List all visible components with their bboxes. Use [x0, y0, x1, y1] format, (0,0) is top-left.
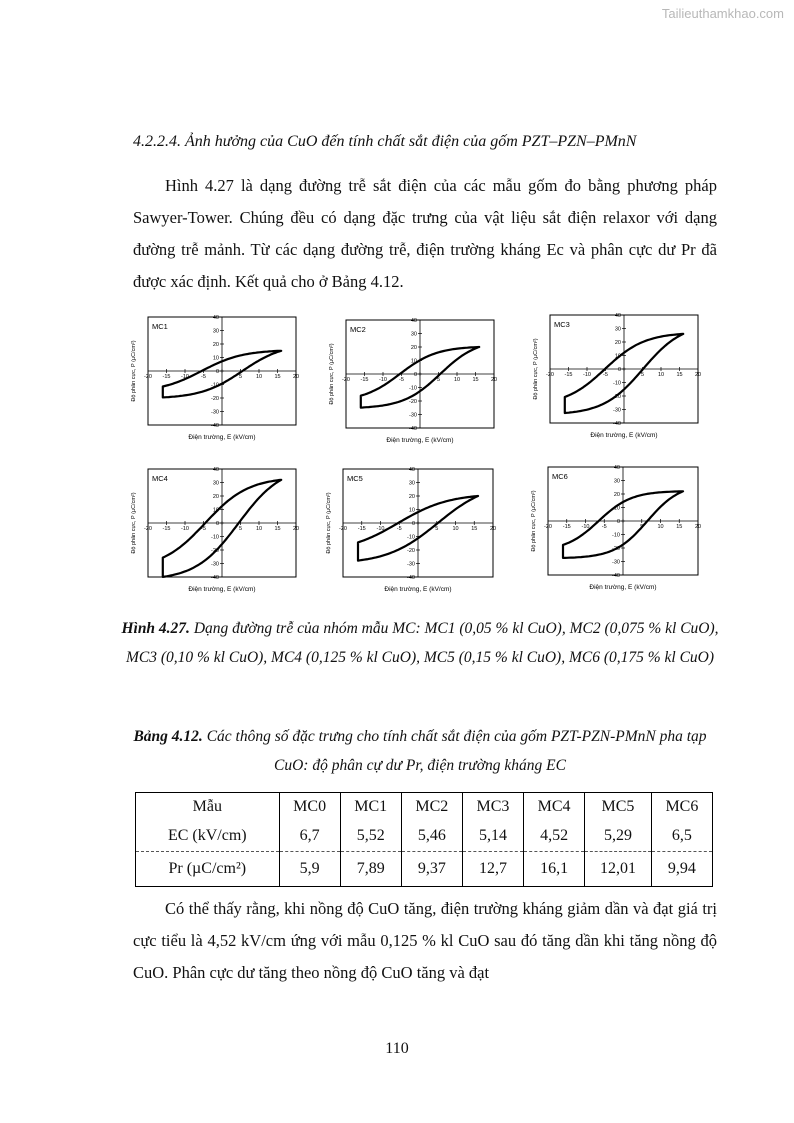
plot-xlabel: Điện trường, E (kV/cm): [188, 434, 256, 441]
y-tick-label: -40: [407, 575, 415, 581]
plot-ylabel: Độ phân cực, P (µC/cm²): [326, 492, 332, 554]
table-cell: 6,5: [651, 821, 712, 852]
x-tick-label: 20: [694, 372, 702, 378]
table-cell: 7,89: [340, 852, 401, 887]
plot-ylabel: Độ phân cực, P (µC/cm²): [531, 490, 537, 552]
y-tick-label: 0: [411, 521, 415, 527]
plot-mc4: [128, 465, 308, 605]
x-tick-label: -15: [360, 377, 369, 383]
x-tick-label: 5: [436, 377, 441, 383]
x-tick-label: -10: [581, 524, 590, 530]
y-tick-label: 30: [614, 326, 621, 333]
y-tick-label: -20: [409, 399, 417, 405]
table-cell: 5,52: [340, 821, 401, 852]
y-tick-label: -40: [612, 573, 620, 579]
table-row-pr: [136, 852, 713, 887]
x-tick-label: -10: [376, 526, 385, 532]
x-tick-label: 15: [676, 372, 683, 378]
y-tick-label: 40: [410, 318, 417, 324]
plot-xlabel: Điện trường, E (kV/cm): [590, 432, 658, 439]
plot-xlabel: Điện trường, E (kV/cm): [188, 586, 256, 593]
y-tick-label: 30: [212, 328, 219, 335]
x-tick-label: 10: [255, 374, 263, 380]
x-tick-label: -5: [201, 526, 206, 532]
plot-mc5: [323, 465, 505, 605]
y-tick-label: 20: [408, 494, 415, 500]
y-tick-label: 0: [616, 519, 620, 525]
table-header-row: [136, 793, 713, 822]
x-tick-label: -10: [379, 377, 387, 383]
y-tick-label: -20: [613, 394, 621, 400]
y-tick-label: -10: [613, 380, 621, 387]
plot-mc4-svg: [128, 465, 308, 605]
section-title: 4.2.2.4. Ảnh hưởng của CuO đến tính chất sắt điện của gốm PZT–PZN–PMnN: [133, 133, 637, 150]
table-row-label: EC (kV/cm): [136, 821, 280, 852]
y-tick-label: 0: [617, 367, 621, 373]
plot-mc5-svg: [323, 465, 505, 605]
y-tick-label: 0: [215, 369, 219, 375]
y-tick-label: 20: [212, 342, 219, 348]
y-tick-label: 30: [408, 480, 415, 487]
plot-mc1: [128, 313, 308, 453]
x-tick-label: -5: [399, 377, 404, 383]
y-tick-label: -30: [211, 409, 219, 416]
figure-caption-label: Hình 4.27.: [121, 620, 190, 637]
y-tick-label: 40: [614, 313, 621, 319]
y-tick-label: 0: [215, 521, 219, 527]
y-tick-label: 10: [212, 355, 219, 362]
x-tick-label: 10: [452, 526, 459, 532]
x-tick-label: 10: [657, 524, 664, 530]
y-tick-label: -30: [613, 407, 621, 414]
x-tick-label: -15: [162, 374, 171, 380]
table-caption-text: Các thông số đặc trưng cho tính chất sắt điện của gốm PZT-PZN-PMnN pha tạp CuO: độ phân cự dư Pr, điện trường kháng EC: [202, 728, 707, 774]
x-tick-label: 20: [292, 526, 300, 532]
table-cell: 5,14: [462, 821, 523, 852]
table-header-cell: MC3: [462, 793, 523, 822]
plot-mc1-svg: [128, 313, 308, 453]
x-tick-label: 5: [640, 372, 645, 378]
x-tick-label: -10: [181, 526, 189, 532]
table-header-cell: MC5: [585, 793, 652, 822]
table-cell: 9,37: [401, 852, 462, 887]
plot-ylabel: Độ phân cực, P (µC/cm²): [533, 338, 539, 400]
table-cell: 4,52: [524, 821, 585, 852]
x-tick-label: -20: [339, 526, 347, 532]
plot-ylabel: Độ phân cực, P (µC/cm²): [329, 343, 335, 405]
x-tick-label: -15: [562, 524, 571, 530]
y-tick-label: -40: [211, 575, 219, 581]
plot-sample-label: MC2: [350, 325, 366, 334]
x-tick-label: -20: [342, 377, 350, 383]
plot-sample-label: MC3: [554, 320, 570, 329]
x-tick-label: 5: [640, 524, 644, 530]
x-tick-label: 15: [676, 524, 683, 530]
plot-sample-label: MC1: [152, 322, 168, 331]
x-tick-label: -5: [603, 372, 608, 378]
y-tick-label: -10: [409, 385, 417, 392]
plot-mc3: [530, 311, 710, 451]
paragraph-discussion: Có thể thấy rằng, khi nồng độ CuO tăng, điện trường kháng giảm dần và đạt giá trị cực tiểu là 4,52 kV/cm ứng với mẫu 0,125 % kl CuO sau đó tăng dần khi tăng nồng độ CuO. Phân cực dư tăng theo nồng độ CuO tăng và đạt: [133, 899, 717, 982]
plot-xlabel: Điện trường, E (kV/cm): [386, 437, 454, 444]
y-tick-label: -10: [612, 532, 620, 539]
y-tick-label: 10: [408, 507, 415, 514]
table-row-label: Pr (µC/cm²): [136, 852, 280, 887]
x-tick-label: 10: [453, 377, 461, 383]
y-tick-label: -20: [211, 396, 219, 402]
y-tick-label: 10: [212, 507, 219, 514]
table-header-cell: MC0: [279, 793, 340, 822]
plot-mc2: [326, 316, 506, 456]
watermark: Tailieuthamkhao.com: [661, 6, 784, 21]
x-tick-label: -20: [144, 374, 152, 380]
plot-mc3-svg: [530, 311, 710, 451]
y-tick-label: -40: [409, 426, 417, 432]
x-tick-label: 10: [255, 526, 263, 532]
page-number: 110: [385, 1040, 409, 1057]
y-tick-label: -30: [211, 561, 219, 568]
x-tick-label: 5: [238, 374, 243, 380]
y-tick-label: 40: [613, 465, 620, 471]
x-tick-label: -5: [201, 374, 206, 380]
y-tick-label: -20: [612, 546, 620, 552]
table-header-cell: MC6: [651, 793, 712, 822]
x-tick-label: 15: [274, 374, 281, 380]
y-tick-label: 30: [613, 478, 620, 485]
y-tick-label: 10: [410, 358, 417, 365]
table-cell: 5,29: [585, 821, 652, 852]
table-cell: 12,01: [585, 852, 652, 887]
x-tick-label: 20: [292, 374, 300, 380]
plot-xlabel: Điện trường, E (kV/cm): [384, 586, 452, 593]
y-tick-label: 40: [408, 467, 415, 473]
y-tick-label: 30: [212, 480, 219, 487]
y-tick-label: 20: [212, 494, 219, 500]
figure-caption-text: Dạng đường trễ của nhóm mẫu MC: MC1 (0,05 % kl CuO), MC2 (0,075 % kl CuO), MC3 (0,10 % kl CuO), MC4 (0,125 % kl CuO), MC5 (0,15 % kl CuO), MC6 (0,175 % kl CuO): [125, 620, 719, 666]
x-tick-label: -5: [396, 526, 402, 532]
table-cell: 9,94: [651, 852, 712, 887]
y-tick-label: 10: [613, 505, 620, 512]
y-tick-label: 0: [413, 372, 417, 378]
x-tick-label: -20: [544, 524, 552, 530]
x-tick-label: 5: [238, 526, 243, 532]
x-tick-label: 15: [471, 526, 478, 532]
x-tick-label: -15: [162, 526, 171, 532]
table-header-cell: MC4: [524, 793, 585, 822]
x-tick-label: 5: [435, 526, 439, 532]
y-tick-label: 20: [613, 492, 620, 498]
y-tick-label: -10: [211, 382, 219, 389]
y-tick-label: -40: [211, 423, 219, 429]
y-tick-label: -20: [407, 548, 415, 554]
y-tick-label: 40: [212, 315, 219, 321]
y-tick-label: -20: [211, 548, 219, 554]
x-tick-label: -20: [546, 372, 554, 378]
table-cell: 5,46: [401, 821, 462, 852]
x-tick-label: -20: [144, 526, 152, 532]
y-tick-label: -30: [407, 561, 415, 568]
y-tick-label: 40: [212, 467, 219, 473]
x-tick-label: -15: [357, 526, 366, 532]
y-tick-label: -10: [407, 534, 415, 541]
table-header-cell: Mẫu: [136, 793, 280, 822]
x-tick-label: -5: [601, 524, 607, 530]
plot-mc6: [528, 463, 710, 603]
x-tick-label: -15: [564, 372, 573, 378]
table-caption-label: Bảng 4.12.: [133, 728, 203, 745]
plot-mc2-svg: [326, 316, 506, 456]
x-tick-label: 20: [490, 377, 498, 383]
table-header-cell: MC2: [401, 793, 462, 822]
x-tick-label: 20: [694, 524, 702, 530]
y-tick-label: 20: [410, 345, 417, 351]
plot-sample-label: MC6: [552, 472, 568, 481]
y-tick-label: -40: [613, 421, 621, 427]
y-tick-label: -10: [211, 534, 219, 541]
figure-caption: [120, 614, 720, 672]
table-cell: 5,9: [279, 852, 340, 887]
plot-sample-label: MC4: [152, 474, 168, 483]
table-cell: 6,7: [279, 821, 340, 852]
x-tick-label: 10: [657, 372, 665, 378]
plot-ylabel: Độ phân cực, P (µC/cm²): [131, 492, 137, 554]
table-cell: 16,1: [524, 852, 585, 887]
x-tick-label: 15: [472, 377, 479, 383]
paragraph-intro: Hình 4.27 là dạng đường trễ sắt điện của các mẫu gốm đo bằng phương pháp Sawyer-Tower. Chúng đều có dạng đặc trưng của vật liệu sắt điện relaxor với dạng đường trễ mảnh. Từ các dạng đường trễ, điện trường kháng Ec và phân cực dư Pr đã được xác định. Kết quả cho ở Bảng 4.12.: [133, 176, 717, 291]
x-tick-label: -10: [583, 372, 591, 378]
plot-xlabel: Điện trường, E (kV/cm): [589, 584, 657, 591]
plot-sample-label: MC5: [347, 474, 363, 483]
table-header-cell: MC1: [340, 793, 401, 822]
y-tick-label: -30: [409, 412, 417, 419]
data-table: [135, 792, 713, 887]
x-tick-label: -10: [181, 374, 189, 380]
y-tick-label: -30: [612, 559, 620, 566]
y-tick-label: 30: [410, 331, 417, 338]
y-tick-label: 20: [614, 340, 621, 346]
table-caption: [120, 722, 720, 780]
x-tick-label: 15: [274, 526, 281, 532]
plot-ylabel: Độ phân cực, P (µC/cm²): [131, 340, 137, 402]
table-cell: 12,7: [462, 852, 523, 887]
table-row-ec: [136, 821, 713, 852]
y-tick-label: 10: [614, 353, 621, 360]
x-tick-label: 20: [489, 526, 497, 532]
plot-mc6-svg: [528, 463, 710, 603]
